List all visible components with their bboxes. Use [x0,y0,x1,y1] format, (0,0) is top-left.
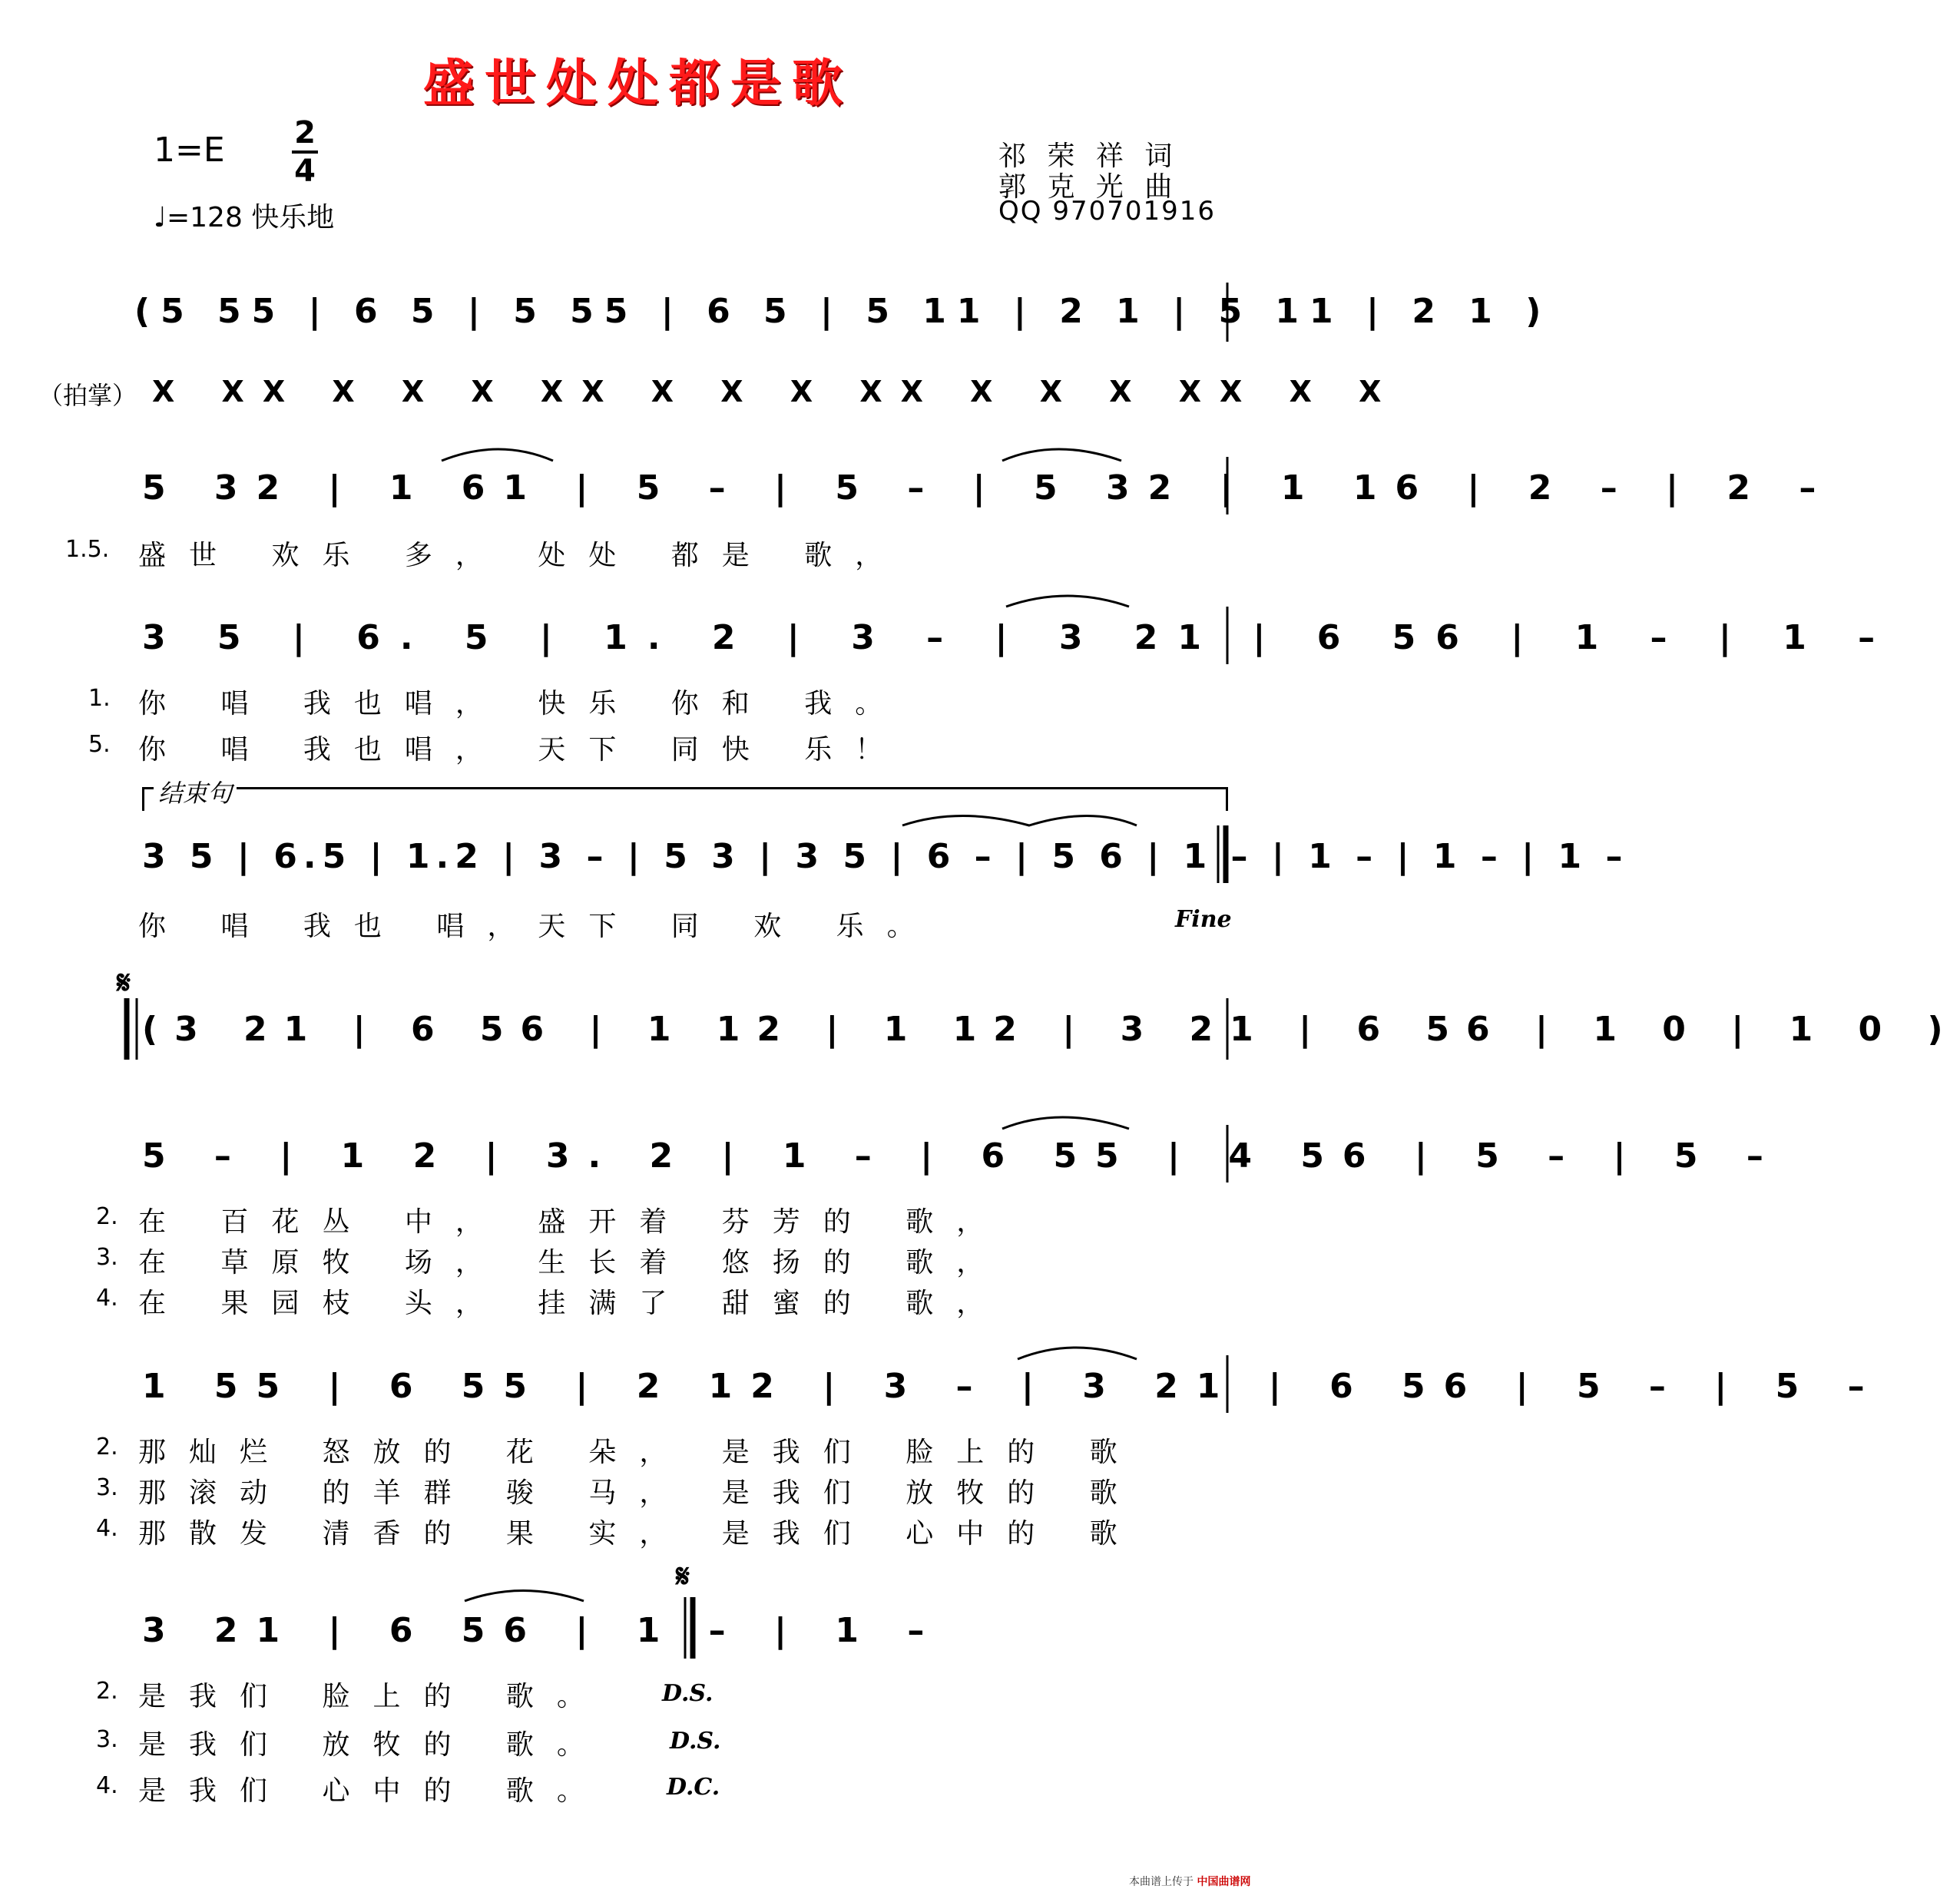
system-5-notes: 5 – | 1 2 | 3. 2 | 1 – | 6 55 | 4 56 | 5 – | 5 – [142,1136,1782,1176]
system-2-verse5-lyric: 你 唱 我也唱， 天下 同快 乐！ [138,734,906,766]
lyricist-credit: 祁 荣 祥 词 [998,141,1179,172]
system-4-notes: (3 21 | 6 56 | 1 12 | 1 12 | 3 21 | 6 56 | 1 0 | 1 0 ) [142,1010,1960,1049]
system-5-verse2-lyric: 在 百花丛 中， 盛开着 芬芳的 歌， [138,1206,1008,1238]
system-6-verse2-num: 2. [96,1434,118,1460]
song-title: 盛世处处都是歌 [423,54,853,113]
system-7-verse2-lyric: 是我们 脸上的 歌。 [138,1681,608,1712]
system-1-tie-2 [1002,449,1121,461]
ending-label: 结束句 [154,774,237,809]
system-1-verse-num: 1.5. [65,536,110,563]
key-signature: 1=E [154,131,225,170]
system-3-ties [902,816,1137,826]
segno-sign-2: 𝄋 [676,1557,690,1595]
system-5-verse3-num: 3. [96,1244,118,1271]
time-sig-bottom: 4 [294,154,316,189]
segno-sign-1: 𝄋 [117,964,131,1001]
system-7-notes: 3 21 | 6 56 | 1 – | 1 – [142,1611,943,1650]
system-3-notes: 3 5 | 6.5 | 1.2 | 3 – | 5 3 | 3 5 | 6 – | 5 6 | 1 – | 1 – | 1 – | 1 – [142,837,1629,876]
fine-marking: Fine [1175,906,1232,933]
intro-notes: (5 55 | 6 5 | 5 55 | 6 5 | 5 11 | 2 1 | 5 11 | 2 1 ) [134,292,1552,331]
system-3-barlines [1218,825,1226,883]
system-6-verse3-num: 3. [96,1474,118,1501]
system-5-tie [1002,1117,1129,1129]
system-5-verse4-lyric: 在 果园枝 头， 挂满了 甜蜜的 歌， [138,1288,1008,1319]
footer-site-logo[interactable]: 中国曲谱网 [1197,1876,1251,1888]
system-7-tie [465,1591,584,1602]
system-4-barlines [127,998,1227,1060]
system-5-verse3-lyric: 在 草原牧 场， 生长着 悠扬的 歌， [138,1247,1008,1278]
system-7-verse4-lyric: 是我们 心中的 歌。 [138,1775,608,1807]
system-5-verse4-num: 4. [96,1285,118,1312]
dc-marking: D.C. [667,1774,720,1801]
system-6-verse4-lyric: 那散发 清香的 果 实， 是我们 心中的 歌 [138,1518,1141,1550]
system-7-verse4-num: 4. [96,1772,118,1799]
system-7-verse3-lyric: 是我们 放牧的 歌。 [138,1729,608,1761]
system-2-verse1-lyric: 你 唱 我也唱， 快乐 你和 我。 [138,688,906,719]
footer-note [1129,1874,1250,1889]
system-1-tie-1 [442,449,553,461]
composer-credit: 郭 克 光 曲 [998,171,1179,203]
system-1-notes: 5 32 | 1 61 | 5 – | 5 – | 5 32 | 1 16 | 2 – | 2 – [142,468,1835,508]
system-2-notes: 3 5 | 6. 5 | 1. 2 | 3 – | 3 21 | 6 56 | 1 – | 1 – [142,618,1895,657]
ds-marking-1: D.S. [662,1680,713,1707]
qq-contact: QQ 970701916 [998,196,1217,227]
tempo-marking: ♩=128 快乐地 [154,202,335,233]
system-1-lyric: 盛世 欢乐 多， 处处 都是 歌， [138,540,906,571]
footer-text: 本曲谱上传于 [1129,1876,1194,1888]
clap-label: （拍掌） [38,381,137,410]
system-2-verse1-num: 1. [88,685,111,712]
system-7-barlines [685,1597,693,1659]
system-7-verse3-num: 3. [96,1726,118,1753]
system-6-tie [1018,1348,1137,1359]
time-sig-top: 2 [294,115,316,150]
system-2-tie [1006,596,1129,607]
system-6-verse2-lyric: 那灿烂 怒放的 花 朵， 是我们 脸上的 歌 [138,1437,1141,1468]
system-3-lyric: 你 唱 我也 唱，天下 同 欢 乐。 [138,911,938,942]
ds-marking-2: D.S. [670,1728,721,1755]
clap-rhythm: X XX X X X XX X X X XX X X X XX X X [152,375,1400,408]
system-5-verse2-num: 2. [96,1203,118,1230]
system-6-verse4-num: 4. [96,1515,118,1542]
system-7-verse2-num: 2. [96,1678,118,1705]
system-6-notes: 1 55 | 6 55 | 2 12 | 3 – | 3 21 | 6 56 | 5 – | 5 – [142,1367,1883,1406]
system-2-verse5-num: 5. [88,731,111,758]
system-6-verse3-lyric: 那滚动 的羊群 骏 马， 是我们 放牧的 歌 [138,1477,1141,1509]
